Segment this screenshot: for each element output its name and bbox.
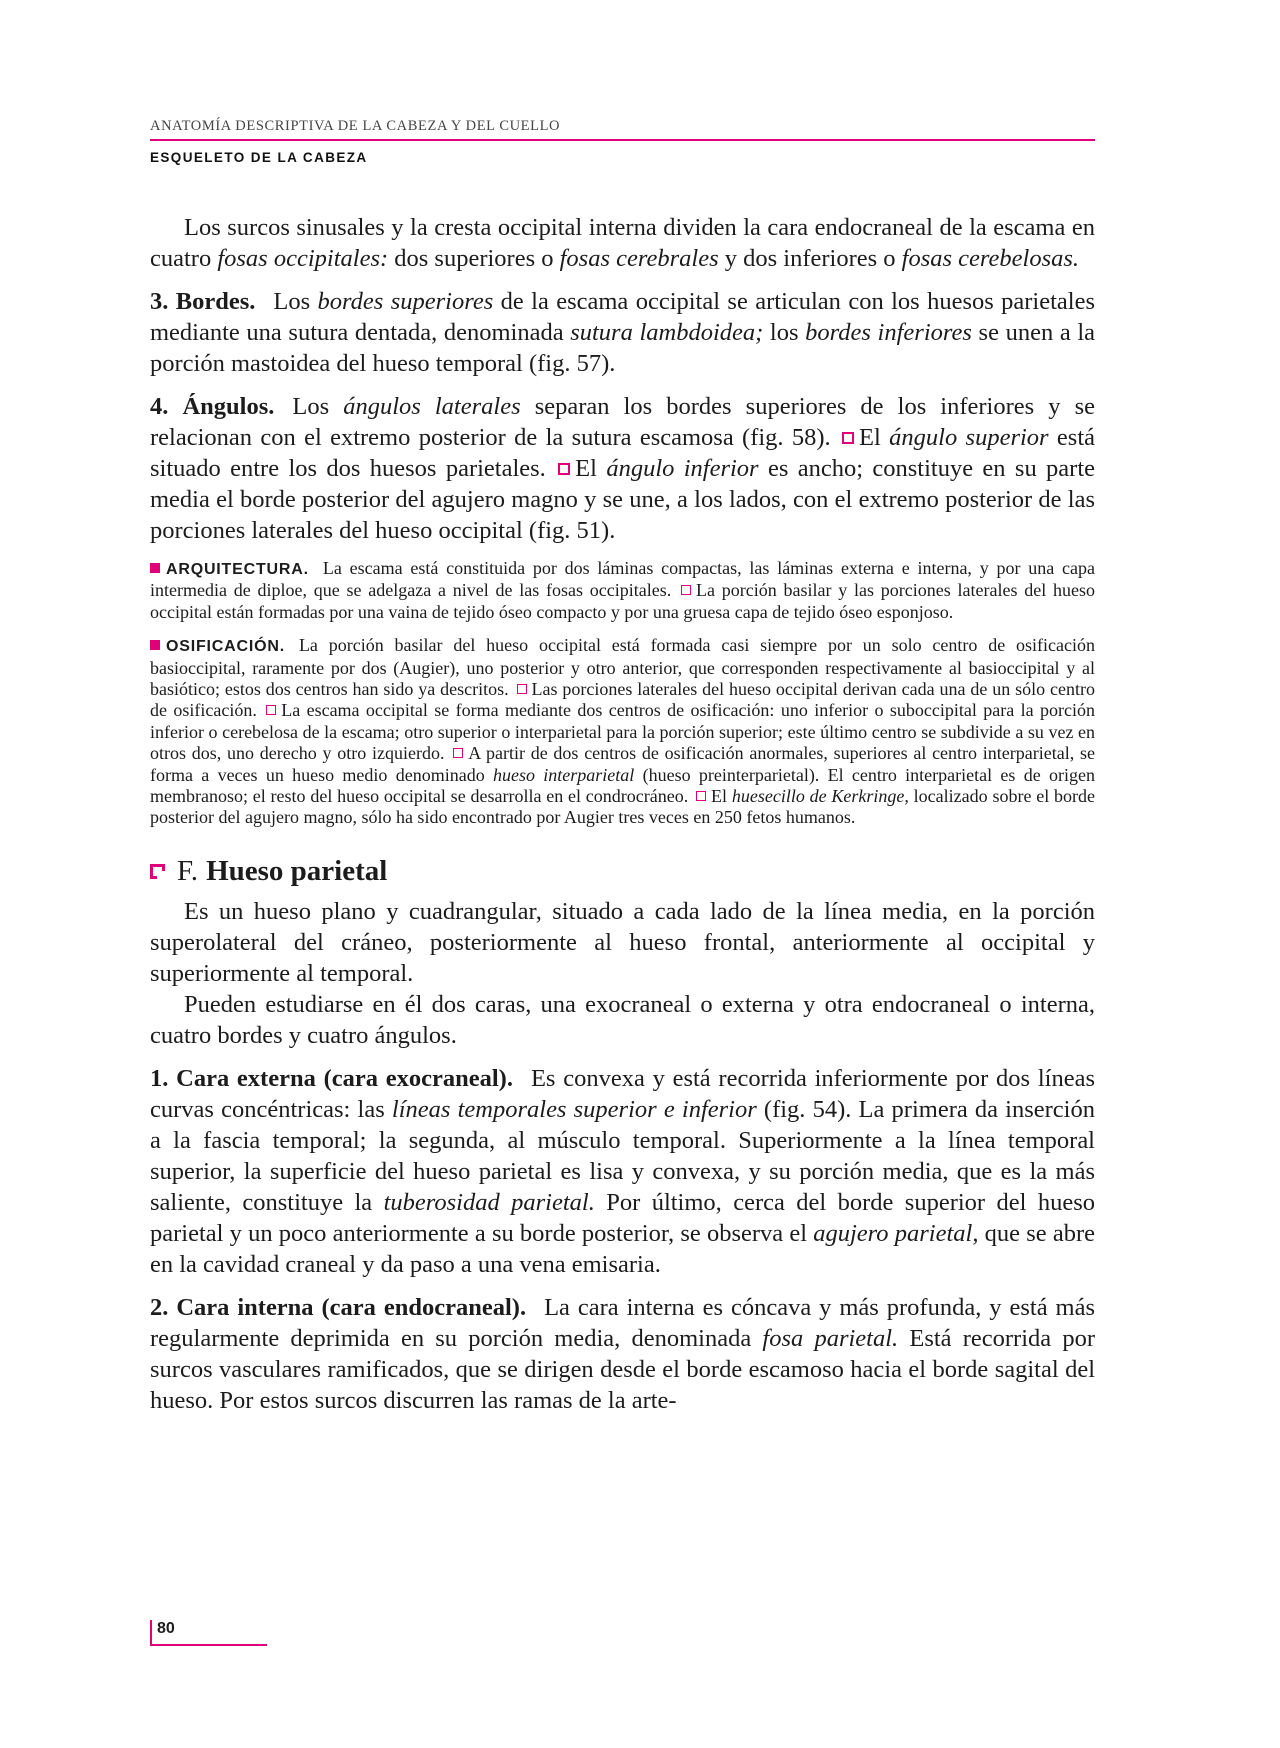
paragraph-cara-interna: 2. Cara interna (cara endocraneal). La cara interna es cóncava y más profunda, y está más regularmente deprimida en su porción media, denominada fosa parietal. Está recorrida por surcos vasculares ramificados, que se dirigen desde el borde escamoso hacia el borde sagital del hueso. Por estos surcos discurren las ramas de la arte-	[150, 1293, 1096, 1414]
corner-bracket-icon	[150, 864, 165, 879]
paragraph-bordes: 3. Bordes. Los bordes superiores de la escama occipital se articulan con los huesos parietales mediante una sutura dentada, denominada sutura lambdoidea; los bordes inferiores se unen a la porción mastoidea del hueso temporal (fig. 57).	[150, 288, 1096, 377]
paragraph-fosas-occipitales: Los surcos sinusales y la cresta occipital interna dividen la cara endocraneal de la escama en cuatro fosas occipitales: dos superiores o fosas cerebrales y dos inferiores o fosas cerebelosas.	[150, 214, 1095, 272]
heading-arquitectura: ARQUITECTURA.	[166, 561, 309, 578]
paragraph-angulos: 4. Ángulos. Los ángulos laterales separan los bordes superiores de los inferiores y se relacionan con el extremo posterior de la sutura escamosa (fig. 58). El ángulo superior está situado entre los dos huesos parietales. El ángulo inferior es ancho; constituye en su parte media el borde posterior del agujero magno y se une, a los lados, con el extremo posterior de las porciones laterales del hueso occipital (fig. 51).	[150, 393, 1096, 544]
heading-osificacion: OSIFICACIÓN.	[166, 638, 285, 656]
paragraph-caras-bordes: Pueden estudiarse en él dos caras, una exocraneal o externa y otra endocraneal o interna, cuatro bordes y cuatro ángulos.	[150, 990, 1095, 1049]
box-bullet-icon	[266, 705, 276, 715]
note-osificacion: OSIFICACIÓN. La porción basilar del hueso occipital está formada casi siempre por un solo centro de osificación basioccipital, raramente por dos (Augier), uno posterior y otro anterior, que corresponden respectivamente al basioccipital y al basiótico; estos dos centros han sido ya descritos. Las porciones laterales del hueso occipital derivan cada una de un sólo centro de osificación. La escama occipital se forma mediante dos centros de osificación: uno inferior o suboccipital para la porción inferior o cerebelosa de la escama; otro superior o interparietal para la porción superior; este último centro se subdivide a su vez en otros dos, uno derecho y otro izquierdo. A partir de dos centros de osificación anormales, superiores al centro interparietal, se forma a veces un hueso medio denominado hueso interparietal (hueso preinterparietal). El centro interparietal es de origen membranoso; el resto del hueso occipital se desarrolla en el condrocráneo. El huesecillo de Kerkringe, localizado sobre el borde posterior del agujero magno, sólo ha sido encontrado por Augier tres veces en 250 fetos humanos.	[150, 635, 1095, 828]
paragraph-hueso-parietal-intro: Es un hueso plano y cuadrangular, situado a cada lado de la línea media, en la porción superolateral del cráneo, posteriormente al hueso frontal, anteriormente al occipital y superiormente al temporal.	[150, 897, 1095, 987]
section-heading-hueso-parietal	[150, 855, 1095, 888]
heading-cara-interna: 2. Cara interna (cara endocraneal).	[150, 1293, 527, 1321]
square-bullet-icon	[150, 640, 160, 650]
section-header: ESQUELETO DE LA CABEZA	[150, 150, 368, 165]
square-bullet-icon	[150, 563, 160, 573]
box-bullet-icon	[681, 585, 691, 595]
page-content	[150, 212, 1095, 1416]
heading-angulos: 4. Ángulos.	[150, 393, 275, 420]
heading-bordes: 3. Bordes.	[150, 288, 256, 315]
note-arquitectura: ARQUITECTURA. La escama está constituida por dos láminas compactas, las láminas externa e interna, y por una capa intermedia de diploe, que se adelgaza a nivel de las fosas occipitales. La porción basilar y las porciones laterales del hueso occipital están formadas por una vaina de tejido óseo compacto y por una gruesa capa de tejido óseo esponjoso.	[150, 558, 1095, 622]
page-number: 80	[157, 1620, 175, 1637]
heading-cara-externa: 1. Cara externa (cara exocraneal).	[150, 1064, 513, 1092]
running-header: ANATOMÍA DESCRIPTIVA DE LA CABEZA Y DEL CUELLO	[150, 118, 1095, 141]
section-title: Hueso parietal	[206, 854, 388, 887]
box-bullet-icon	[453, 748, 463, 758]
box-bullet-icon	[842, 432, 854, 444]
paragraph-cara-externa: 1. Cara externa (cara exocraneal). Es convexa y está recorrida inferiormente por dos líneas curvas concéntricas: las líneas temporales superior e inferior (fig. 54). La primera da inserción a la fascia temporal; la segunda, al músculo temporal. Superiormente a la línea temporal superior, la superficie del hueso parietal es lisa y convexa, y su porción media, que es la más saliente, constituye la tuberosidad parietal. Por último, cerca del borde superior del hueso parietal y un poco anteriormente a su borde posterior, se observa el agujero parietal, que se abre en la cavidad craneal y da paso a una vena emisaria.	[150, 1064, 1095, 1278]
box-bullet-icon	[696, 791, 706, 801]
box-bullet-icon	[517, 684, 527, 694]
page-footer	[150, 1620, 267, 1646]
section-letter: F.	[177, 854, 199, 887]
box-bullet-icon	[558, 463, 570, 475]
